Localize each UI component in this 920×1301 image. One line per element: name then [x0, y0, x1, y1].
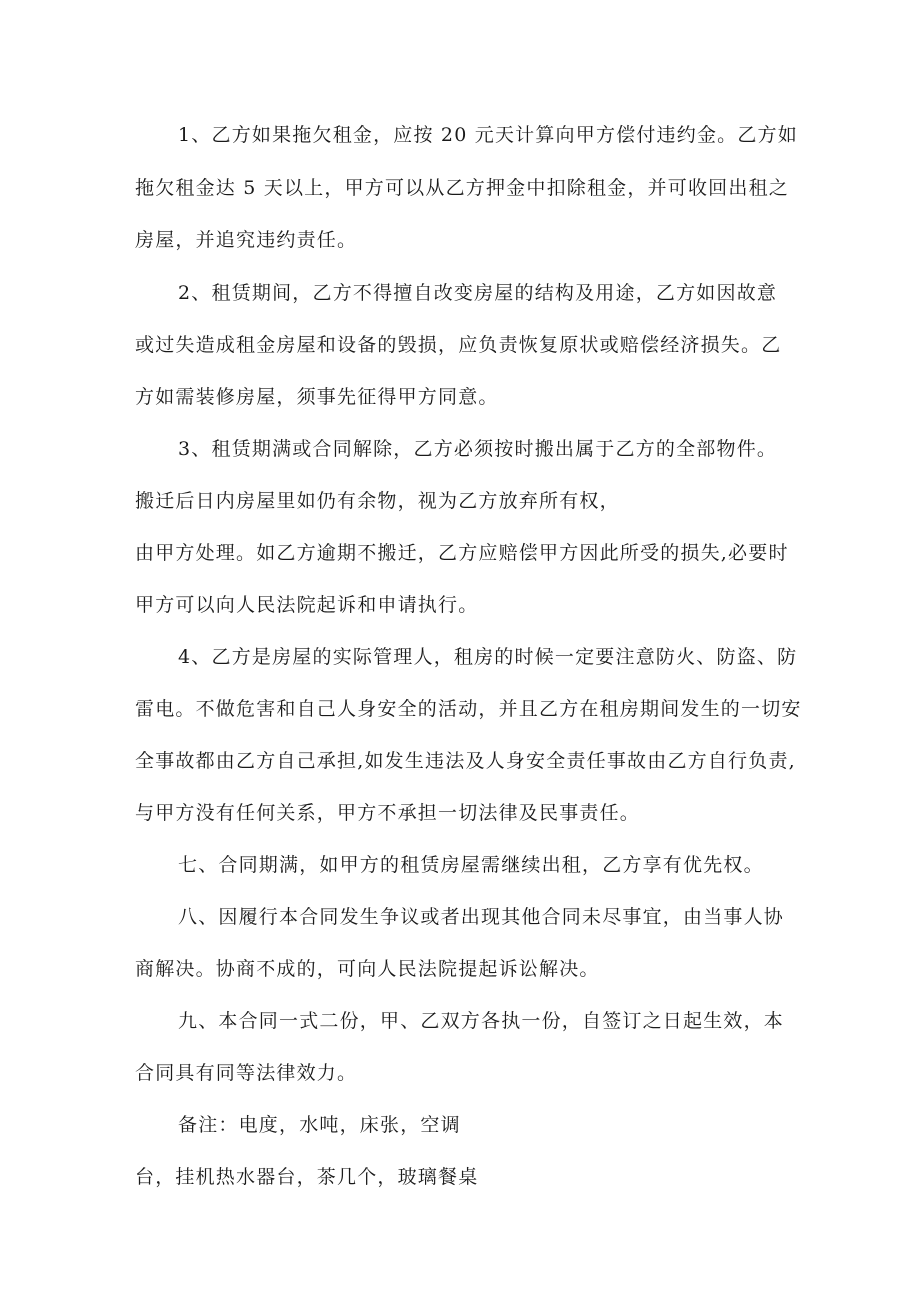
clause-9-line-2: 合同具有同等法律效力。	[135, 1062, 358, 1084]
clause-3-line-4: 甲方可以向人民法院起诉和申请执行。	[135, 594, 479, 616]
clause-8-line-2: 商解决。协商不成的，可向人民法院提起诉讼解决。	[135, 958, 600, 980]
clause-2-line-3: 方如需装修房屋，须事先征得甲方同意。	[135, 386, 499, 408]
clause-4-line-2: 雷电。不做危害和自己人身安全的活动，并且乙方在租房期间发生的一切安	[135, 698, 802, 720]
remarks-line-1: 备注：电度，水吨，床张，空调	[178, 1114, 461, 1136]
clause-9-line-1: 九、本合同一式二份，甲、乙双方各执一份，自签订之日起生效，本	[178, 1010, 785, 1032]
clause-8-line-1: 八、因履行本合同发生争议或者出现其他合同未尽事宜，由当事人协	[178, 906, 785, 928]
clause-4-line-1: 4、乙方是房屋的实际管理人，租房的时候一定要注意防火、防盗、防	[178, 646, 798, 668]
clause-4-line-3: 全事故都由乙方自己承担,如发生违法及人身安全责任事故由乙方自行负责,	[135, 750, 796, 772]
remarks-line-2: 台，挂机热水器台，茶几个，玻璃餐桌	[135, 1166, 479, 1188]
clause-2-line-1: 2、租赁期间，乙方不得擅自改变房屋的结构及用途，乙方如因故意	[178, 282, 778, 304]
clause-1-line-3: 房屋，并追究违约责任。	[135, 229, 358, 251]
clause-4-line-4: 与甲方没有任何关系，甲方不承担一切法律及民事责任。	[135, 802, 641, 824]
clause-3-line-1: 3、租赁期满或合同解除，乙方必须按时搬出属于乙方的全部物件。	[178, 438, 778, 460]
clause-7-line-1: 七、合同期满，如甲方的租赁房屋需继续出租，乙方享有优先权。	[178, 854, 764, 876]
clause-3-line-2: 搬迁后日内房屋里如仍有余物，视为乙方放弃所有权，	[135, 490, 620, 512]
clause-1-line-1: 1、乙方如果拖欠租金，应按 20 元天计算向甲方偿付违约金。乙方如	[178, 124, 798, 146]
clause-2-line-2: 或过失造成租金房屋和设备的毁损，应负责恢复原状或赔偿经济损失。乙	[135, 334, 782, 356]
clause-3-line-3: 由甲方处理。如乙方逾期不搬迁，乙方应赔偿甲方因此所受的损失,必要时	[135, 542, 789, 564]
clause-1-line-2: 拖欠租金达 5 天以上，甲方可以从乙方押金中扣除租金，并可收回出租之	[135, 177, 789, 199]
